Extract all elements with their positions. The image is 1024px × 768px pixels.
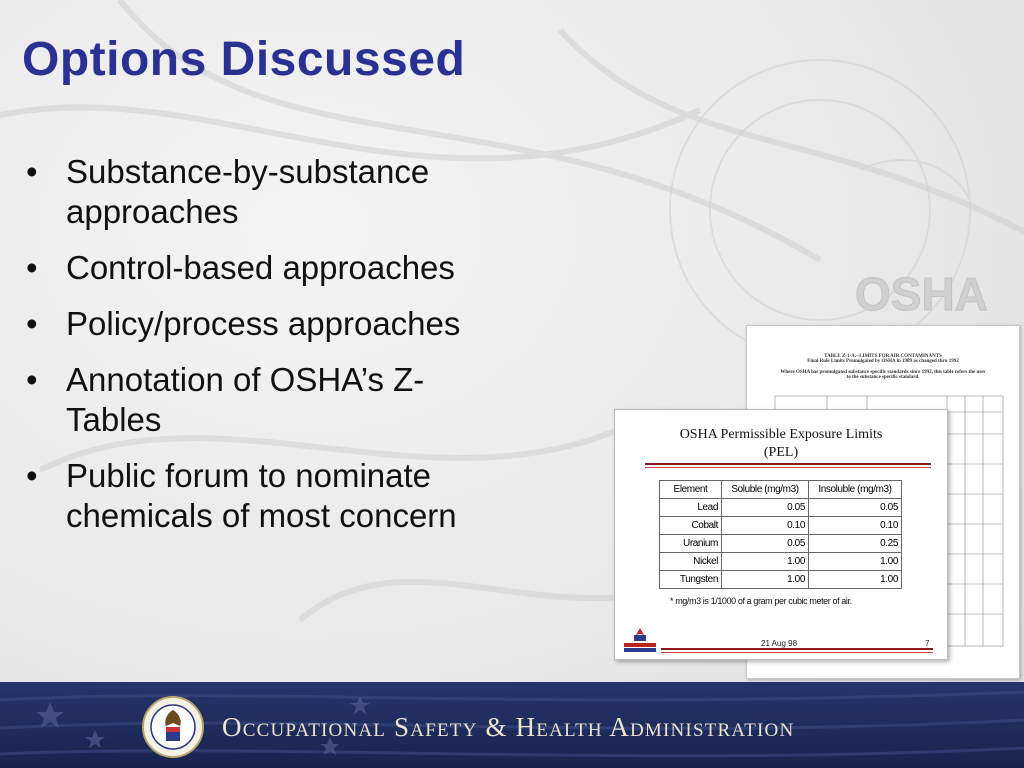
table-cell: 0.05 xyxy=(722,535,809,553)
table-row xyxy=(660,517,902,535)
column-header: Element xyxy=(660,481,722,499)
doc-heading-line: TABLE Z-1-A.--LIMITS FOR AIR CONTAMINANTS xyxy=(824,354,942,359)
bullet-dot-icon: • xyxy=(26,361,38,398)
bullet-text-line: chemicals of most concern xyxy=(66,497,457,534)
footer-rule xyxy=(661,648,933,650)
bullet-item xyxy=(26,248,566,288)
table-row xyxy=(660,535,902,553)
table-cell: Nickel xyxy=(660,553,722,571)
bullet-item xyxy=(26,304,566,344)
doc-heading-line: to the substance specific standard. xyxy=(846,375,920,380)
table-cell: 1.00 xyxy=(809,571,902,589)
column-header: Soluble (mg/m3) xyxy=(722,481,809,499)
bullet-text-line: Public forum to nominate xyxy=(66,457,432,494)
pel-slide-page-number: 7 xyxy=(925,639,930,648)
bullet-dot-icon: • xyxy=(26,305,38,342)
bullet-text-line: Policy/process approaches xyxy=(66,305,461,342)
pel-title-line: (PEL) xyxy=(763,445,799,460)
department-of-labor-seal-icon xyxy=(142,696,204,758)
pel-slide-date: 21 Aug 98 xyxy=(761,639,798,648)
title-rule xyxy=(645,467,931,468)
table-row xyxy=(660,553,902,571)
table-cell: Tungsten xyxy=(660,571,722,589)
title-rule xyxy=(645,463,931,465)
bullet-dot-icon: • xyxy=(26,153,38,190)
column-header: Insoluble (mg/m3) xyxy=(809,481,902,499)
table-row xyxy=(660,499,902,517)
pel-slide-title xyxy=(615,426,947,462)
pel-title-line: OSHA Permissible Exposure Limits xyxy=(679,427,883,442)
table-row xyxy=(660,571,902,589)
table-cell: 0.10 xyxy=(809,517,902,535)
bullet-text-line: Tables xyxy=(66,401,162,438)
table-cell: Lead xyxy=(660,499,722,517)
footer-rule xyxy=(661,652,933,653)
bullet-text-line: approaches xyxy=(66,193,239,230)
army-medicine-logo-icon xyxy=(621,626,659,654)
bullet-dot-icon: • xyxy=(26,249,38,286)
table-header-row xyxy=(660,481,902,499)
pel-slide-image xyxy=(614,409,948,660)
bullet-dot-icon: • xyxy=(26,457,38,494)
doc-heading-line: Where OSHA has promulgated substance specific standards since 1992, this table refers the user xyxy=(780,370,986,375)
table-cell: 0.25 xyxy=(809,535,902,553)
pel-table xyxy=(659,480,902,589)
table-cell: 0.05 xyxy=(722,499,809,517)
table-cell: 1.00 xyxy=(722,571,809,589)
table-cell: 0.05 xyxy=(809,499,902,517)
bullet-text-line: Annotation of OSHA’s Z- xyxy=(66,361,425,398)
table-cell: 1.00 xyxy=(722,553,809,571)
table-cell: 1.00 xyxy=(809,553,902,571)
bullet-item xyxy=(26,152,566,232)
page-title: Options Discussed xyxy=(22,33,466,86)
doc-heading-line: Final Rule Limits Promulgated by OSHA in 1989 as changed thru 1992 xyxy=(807,359,959,364)
bullet-text-line: Control-based approaches xyxy=(66,249,455,286)
osha-watermark: OSHA xyxy=(855,268,988,320)
agency-name: Occupational Safety & Health Administration xyxy=(222,712,795,742)
table-cell: 0.10 xyxy=(722,517,809,535)
bullet-item xyxy=(26,456,566,536)
pel-footnote: * mg/m3 is 1/1000 of a gram per cubic meter of air. xyxy=(670,596,852,606)
table-cell: Uranium xyxy=(660,535,722,553)
footer-banner xyxy=(0,682,1024,768)
bullet-item xyxy=(26,360,566,440)
table-cell: Cobalt xyxy=(660,517,722,535)
bullet-text-line: Substance-by-substance xyxy=(66,153,430,190)
bullet-list xyxy=(26,152,566,552)
